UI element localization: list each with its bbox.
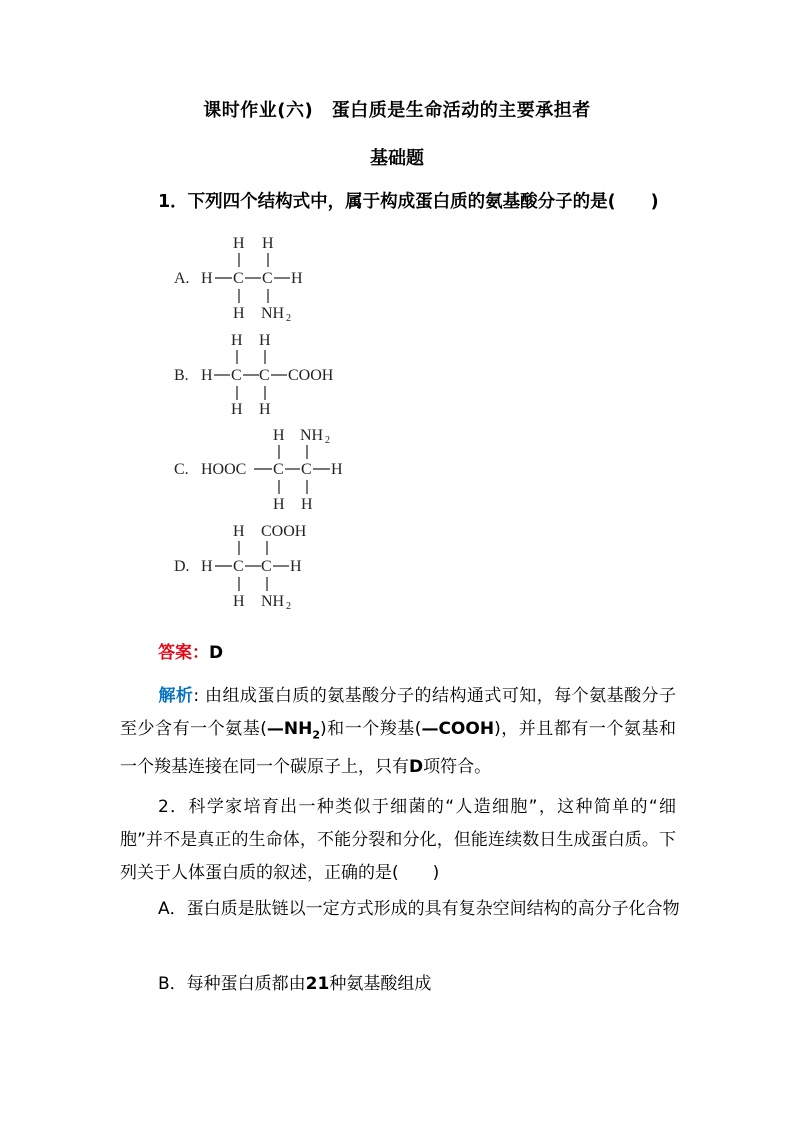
question-2-stem: 2．科学家培育出一种类似于细菌的“人造细胞”，这种简单的“细胞”并不是真正的生命体，不能分裂和分化，但能连续数日生成蛋白质。下列关于人体蛋白质的叙述，正确的是( ) — [120, 797, 676, 883]
option-c-label: C. — [174, 461, 189, 478]
svg-text:2: 2 — [325, 435, 330, 446]
svg-text:H: H — [273, 496, 285, 513]
svg-text:NH: NH — [261, 593, 285, 610]
svg-text:C: C — [233, 270, 244, 287]
svg-text:H: H — [291, 270, 303, 287]
svg-text:H: H — [273, 427, 285, 444]
svg-text:2: 2 — [286, 601, 291, 612]
svg-text:H: H — [201, 270, 213, 287]
page-title: 课时作业(六) 蛋白质是生命活动的主要承担者 — [203, 100, 591, 121]
option-a-top-left: H — [233, 235, 245, 252]
svg-text:H: H — [233, 593, 245, 610]
question-1-stem: 1．下列四个结构式中，属于构成蛋白质的氨基酸分子的是( ) — [158, 192, 659, 212]
answer-label: 答案： — [158, 643, 209, 663]
svg-text:H: H — [259, 401, 271, 418]
option-d-structure — [174, 523, 307, 612]
svg-text:H: H — [233, 523, 245, 540]
svg-text:H: H — [331, 461, 343, 478]
explanation-label: 解析 — [158, 686, 194, 706]
answer-value: D — [209, 643, 224, 663]
option-c-structure — [174, 427, 343, 513]
question-2-option-a: A．蛋白质是肽链以一定方式形成的具有复杂空间结构的高分子化合物 — [158, 899, 680, 919]
svg-text:NH: NH — [300, 427, 324, 444]
svg-text:H: H — [231, 401, 243, 418]
svg-text:C: C — [261, 558, 272, 575]
svg-text:C: C — [231, 367, 242, 384]
svg-text:C: C — [301, 461, 312, 478]
option-d-label: D. — [174, 558, 190, 575]
answer — [158, 638, 223, 663]
option-a-top-right: H — [262, 235, 274, 252]
option-a-label: A. — [174, 270, 190, 287]
option-b-label: B. — [174, 367, 189, 384]
svg-text:H: H — [201, 367, 213, 384]
svg-text:C: C — [259, 367, 270, 384]
option-b-structure — [174, 332, 334, 418]
svg-text:HOOC: HOOC — [201, 461, 247, 478]
question-2-option-b: B．每种蛋白质都由21种氨基酸组成 — [158, 974, 432, 994]
option-a-bottom-right: NH — [261, 305, 285, 322]
svg-text:C: C — [233, 558, 244, 575]
svg-text:H: H — [259, 332, 271, 349]
section-heading: 基础题 — [370, 148, 424, 169]
svg-text:H: H — [201, 558, 213, 575]
svg-text:2: 2 — [286, 313, 291, 324]
option-a-structure — [174, 235, 303, 324]
svg-text:C: C — [262, 270, 273, 287]
svg-text:H: H — [301, 496, 313, 513]
explanation: 解析: 由组成蛋白质的氨基酸分子的结构通式可知，每个氨基酸分子至少含有一个氨基$(—NH_2)$和一个羧基(—COOH)，并且都有一个氨基和一个羧基连接在同一个碳原子上，只有D项符合。 — [120, 686, 676, 778]
svg-text:COOH: COOH — [288, 367, 334, 384]
svg-text:H: H — [231, 332, 243, 349]
svg-text:H: H — [290, 558, 302, 575]
svg-text:COOH: COOH — [261, 523, 307, 540]
svg-text:C: C — [273, 461, 284, 478]
option-a-bottom-left: H — [233, 305, 245, 322]
